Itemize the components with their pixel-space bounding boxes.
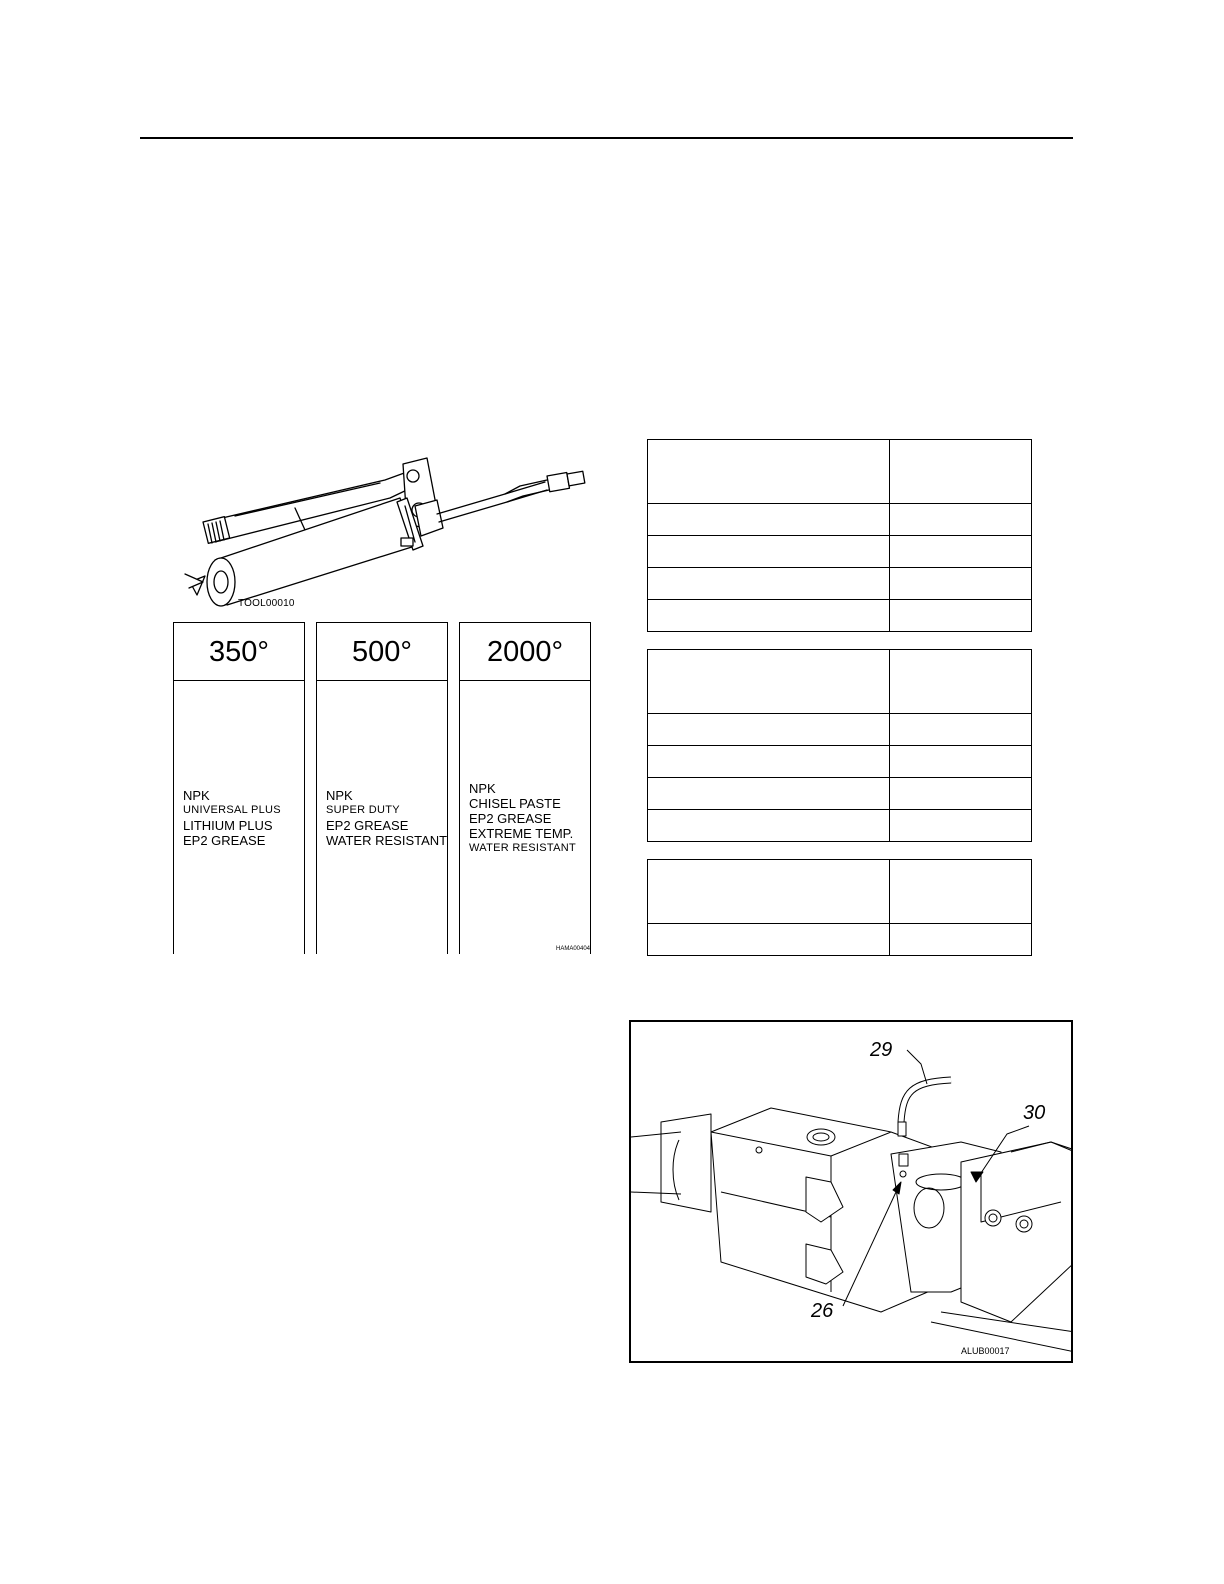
product-line: SUPER DUTY — [326, 804, 400, 816]
grease-gun-illustration — [175, 450, 595, 615]
spec-table — [647, 859, 1032, 956]
table-row — [648, 536, 1032, 568]
figure-code: ALUB00017 — [961, 1346, 1010, 1356]
table-row — [648, 600, 1032, 632]
table-row — [648, 924, 1032, 956]
temperature-rating: 2000° — [460, 623, 590, 681]
callout-30: 30 — [1023, 1102, 1046, 1124]
product-line: EXTREME TEMP. — [469, 826, 574, 841]
grease-description — [183, 788, 302, 848]
product-line: EP2 GREASE — [469, 811, 552, 826]
product-line: EP2 GREASE — [183, 833, 266, 848]
table-row — [648, 810, 1032, 842]
product-line: WATER RESISTANT — [469, 842, 576, 854]
table-row — [648, 714, 1032, 746]
grease-labels-code: HAMA00404 — [556, 946, 591, 952]
product-line: CHISEL PASTE — [469, 796, 561, 811]
table-header-row — [648, 440, 1032, 504]
table-row — [648, 504, 1032, 536]
temperature-rating: 500° — [317, 623, 447, 681]
table-header-row — [648, 650, 1032, 714]
breaker-illustration — [631, 1022, 1073, 1363]
spec-table — [647, 439, 1032, 632]
spec-table — [647, 649, 1032, 842]
table-row — [648, 746, 1032, 778]
callout-29: 29 — [870, 1039, 893, 1061]
product-line: UNIVERSAL PLUS — [183, 804, 281, 816]
grease-label-2000 — [459, 622, 591, 954]
table-row — [648, 568, 1032, 600]
brand-text: NPK — [326, 788, 353, 803]
callout-26: 26 — [811, 1300, 834, 1322]
table-header-row — [648, 860, 1032, 924]
grease-gun-code: TOOL00010 — [238, 598, 295, 609]
table-row — [648, 778, 1032, 810]
grease-label-500 — [316, 622, 448, 954]
header-rule — [140, 137, 1073, 139]
product-line: EP2 GREASE — [326, 818, 409, 833]
temperature-rating: 350° — [174, 623, 304, 681]
grease-label-350 — [173, 622, 305, 954]
grease-description — [469, 781, 588, 856]
grease-description — [326, 788, 448, 848]
brand-text: NPK — [469, 781, 496, 796]
lubrication-figure — [629, 1020, 1073, 1363]
product-line: WATER RESISTANT — [326, 833, 448, 848]
brand-text: NPK — [183, 788, 210, 803]
product-line: LITHIUM PLUS — [183, 818, 273, 833]
